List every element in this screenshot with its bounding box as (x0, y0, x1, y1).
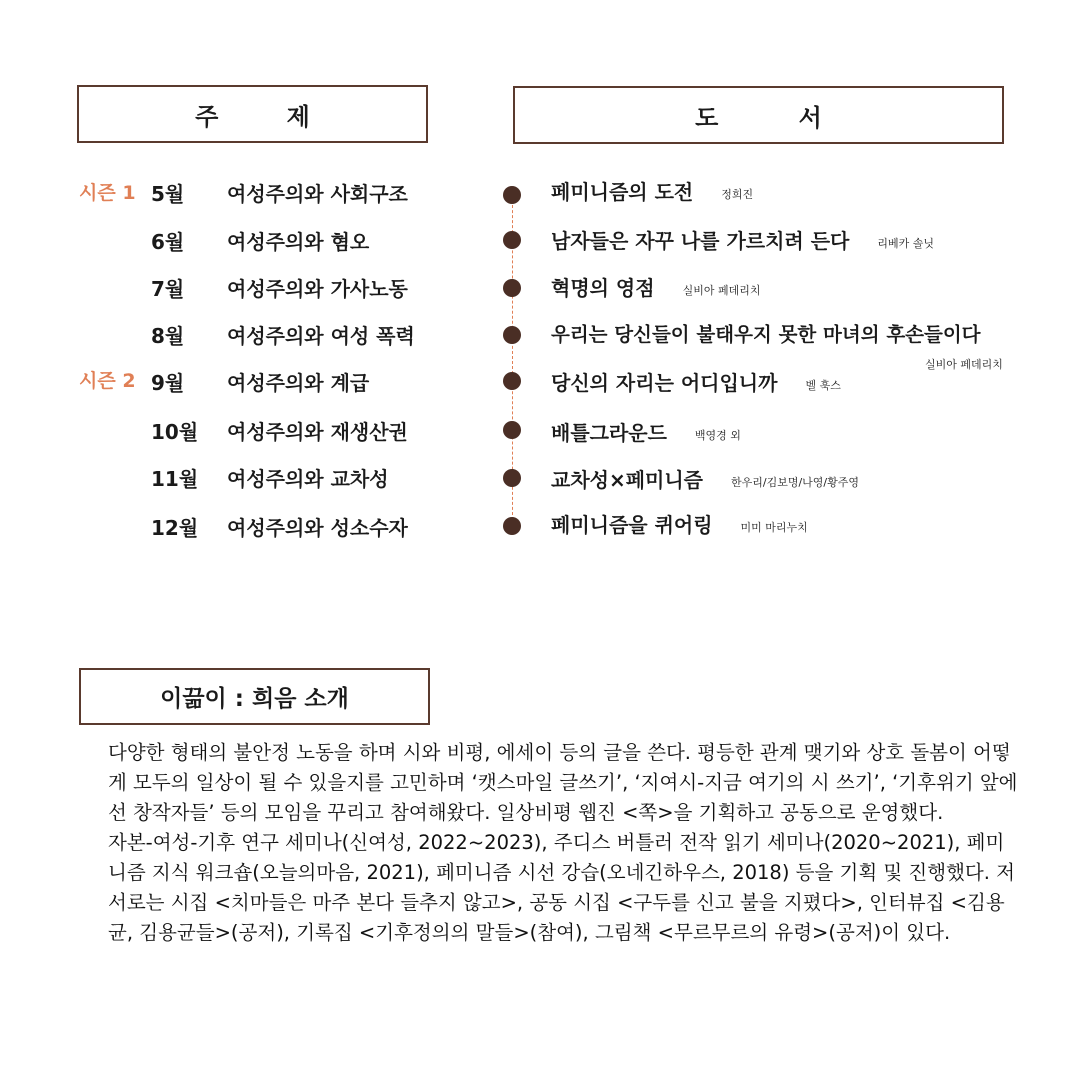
timeline-dot (503, 421, 521, 439)
timeline-dot (503, 186, 521, 204)
book-author: 리베카 솔닛 (877, 236, 934, 250)
timeline-dot (503, 517, 521, 535)
book-item (551, 319, 981, 347)
month-label: 8월 (151, 324, 185, 348)
book-title: 배틀그라운드 (551, 421, 667, 445)
intro-paragraph: 자본-여성-기후 연구 세미나(신여성, 2022~2023), 주디스 버틀러 전작 읽기 세미나(2020~2021), 페미니즘 지식 워크숍(오늘의마음, 2021), 페미니즘 시선 강습(오네긴하우스, 2018) 등을 기획 및 진행했다. 저서로는 시집 <치마들은 마주 본다 들추지 않고>, 공동 시집 <구두를 신고 불을 지폈다>, 인터뷰집 <김용균, 김용균들>(공저), 기록집 <기후정의의 말들>(참여), 그림책 <무르무르의 유령>(공저)이 있다. (108, 831, 1015, 944)
book-title: 당신의 자리는 어디입니까 (551, 371, 778, 395)
book-title: 남자들은 자꾸 나를 가르치려 든다 (551, 229, 850, 253)
book-item (551, 464, 859, 493)
month-label: 6월 (151, 230, 185, 254)
book-title: 우리는 당신들이 불태우지 못한 마녀의 후손들이다 (551, 323, 981, 346)
month-label: 11월 (151, 467, 199, 491)
book-item (551, 225, 934, 254)
book-item (551, 417, 741, 446)
topic-label: 여성주의와 사회구조 (227, 182, 408, 206)
book-author: 한우리/김보명/나영/황주영 (731, 475, 860, 489)
timeline-dot (503, 372, 521, 390)
book-author: 미미 마리누치 (740, 520, 808, 534)
book-title: 교차성×페미니즘 (551, 468, 703, 492)
topic-label: 여성주의와 재생산권 (227, 420, 408, 444)
topic-label: 여성주의와 성소수자 (227, 516, 408, 540)
book-author: 벨 훅스 (805, 378, 841, 392)
intro-paragraph: 다양한 형태의 불안정 노동을 하며 시와 비평, 에세이 등의 글을 쓴다. 평등한 관계 맺기와 상호 돌봄이 어떻게 모두의 일상이 될 수 있을지를 고민하며 ‘캣스마일 글쓰기’, ‘지여시-지금 여기의 시 쓰기’, ‘기후위기 앞에 선 창작자들’ 등의 모임을 꾸리고 참여해왔다. 일상비평 웹진 <쪽>을 기획하고 공동으로 운영했다. (108, 741, 1018, 824)
book-item (551, 272, 760, 301)
books-header: 도 서 (513, 86, 1004, 144)
month-label: 9월 (151, 371, 185, 395)
book-author: 백영경 외 (694, 428, 741, 442)
book-item (551, 367, 841, 396)
month-label: 5월 (151, 182, 185, 206)
topic-label: 여성주의와 계급 (227, 371, 370, 395)
book-title: 혁명의 영점 (551, 276, 655, 300)
month-label: 7월 (151, 277, 185, 301)
month-label: 12월 (151, 516, 199, 540)
book-item (551, 509, 808, 538)
intro-text (108, 738, 1018, 948)
season-label: 시즌 1 (79, 182, 136, 204)
book-item (551, 176, 753, 205)
timeline-dot (503, 469, 521, 487)
timeline-dot (503, 326, 521, 344)
topic-label: 여성주의와 혐오 (227, 230, 370, 254)
season-label: 시즌 2 (79, 370, 136, 392)
timeline-dot (503, 279, 521, 297)
book-title: 페미니즘의 도전 (551, 180, 694, 204)
topic-label: 여성주의와 가사노동 (227, 277, 408, 301)
book-author: 실비아 페데리치 (682, 283, 761, 297)
book-title: 페미니즘을 퀴어링 (551, 513, 713, 537)
month-label: 10월 (151, 420, 199, 444)
book-author: 정희진 (721, 187, 754, 201)
topic-label: 여성주의와 교차성 (227, 467, 389, 491)
topic-header: 주 제 (77, 85, 428, 143)
timeline-dot (503, 231, 521, 249)
topic-label: 여성주의와 여성 폭력 (227, 324, 415, 348)
book-author: 실비아 페데리치 (925, 358, 1003, 371)
intro-header: 이끎이 : 희음 소개 (79, 668, 430, 725)
